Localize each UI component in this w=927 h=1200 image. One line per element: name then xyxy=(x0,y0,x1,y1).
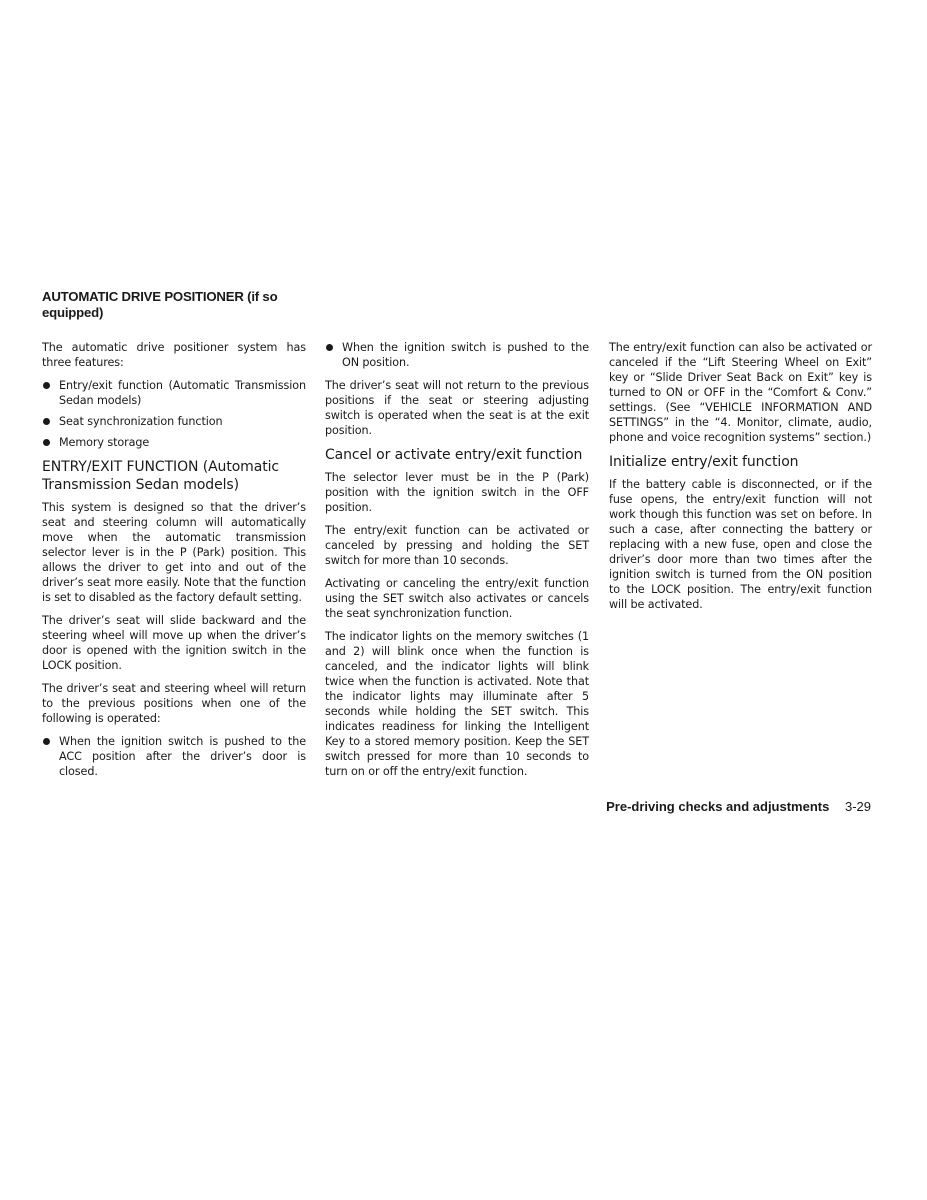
paragraph: If the battery cable is disconnected, or if the fuse opens, the entry/exit function will not work though this function was set on before. In such a case, after connecting the battery or replacing with a new fuse, open and close the driver’s door more than two times after the ignition switch is turned from the ON position to the LOCK position. The entry/exit function will be activated. xyxy=(609,478,872,611)
list-item xyxy=(42,734,306,779)
return-conditions-list-continued xyxy=(325,340,589,370)
list-item-text: Memory storage xyxy=(59,436,150,449)
list-item-text: Entry/exit function (Automatic Transmission Sedan models) xyxy=(59,379,306,407)
list-item xyxy=(42,414,306,429)
bullet-icon xyxy=(326,344,333,351)
column-3 xyxy=(609,340,872,620)
section-heading: AUTOMATIC DRIVE POSITIONER (if so equipped) xyxy=(42,289,278,320)
paragraph: The driver’s seat will slide backward and the steering wheel will move up when the driver’s door is opened with the ignition switch in the LOCK position. xyxy=(42,614,306,672)
column-1 xyxy=(42,340,306,787)
list-item-text: When the ignition switch is pushed to the ACC position after the driver’s door is closed. xyxy=(59,735,306,778)
bullet-icon xyxy=(43,418,50,425)
page-footer xyxy=(606,799,871,815)
cancel-activate-subheading: Cancel or activate entry/exit function xyxy=(325,447,583,463)
list-item xyxy=(42,378,306,408)
paragraph: The indicator lights on the memory switches (1 and 2) will blink once when the function is canceled, and the indicator lights will blink twice when the function is activated. Note that the indicator lights may illuminate after 5 seconds while holding the SET switch. This indicates readiness for linking the Intelligent Key to a stored memory position. Keep the SET switch pressed for more than 10 seconds to turn on or off the entry/exit function. xyxy=(325,630,589,778)
paragraph: Activating or canceling the entry/exit function using the SET switch also activates or cancels the seat synchronization function. xyxy=(325,577,589,620)
column-2 xyxy=(325,340,589,787)
paragraph: The entry/exit function can also be activated or canceled if the “Lift Steering Wheel on Exit” key or “Slide Driver Seat Back on Exit” key is turned to ON or OFF in the “Comfort & Conv.” settings. (See “VEHICLE INFORMATION AND SETTINGS” in the “4. Monitor, climate, audio, phone and voice recognition systems” section.) xyxy=(609,341,872,444)
entry-exit-subheading: ENTRY/EXIT FUNCTION (Automatic Transmission Sedan models) xyxy=(42,459,279,493)
intro-paragraph: The automatic drive positioner system has three features: xyxy=(42,341,306,369)
list-item-text: Seat synchronization function xyxy=(59,415,223,428)
list-item xyxy=(325,340,589,370)
bullet-icon xyxy=(43,382,50,389)
footer-section-name: Pre-driving checks and adjustments xyxy=(606,799,830,814)
paragraph: The driver’s seat will not return to the previous positions if the seat or steering adjusting switch is operated when the seat is at the exit position. xyxy=(325,379,589,437)
paragraph: The driver’s seat and steering wheel will return to the previous positions when one of the following is operated: xyxy=(42,682,306,725)
list-item xyxy=(42,435,306,450)
list-item-text: When the ignition switch is pushed to the ON position. xyxy=(342,341,589,369)
return-conditions-list xyxy=(42,734,306,779)
paragraph: This system is designed so that the driver’s seat and steering column will automatically move when the automatic transmission selector lever is in the P (Park) position. This allows the driver to get into and out of the driver’s seat more easily. Note that the function is set to disabled as the factory default setting. xyxy=(42,501,306,604)
features-list xyxy=(42,378,306,450)
paragraph: The selector lever must be in the P (Park) position with the ignition switch in the OFF position. xyxy=(325,471,589,514)
paragraph: The entry/exit function can be activated or canceled by pressing and holding the SET switch for more than 10 seconds. xyxy=(325,524,589,567)
bullet-icon xyxy=(43,738,50,745)
bullet-icon xyxy=(43,439,50,446)
initialize-subheading: Initialize entry/exit function xyxy=(609,454,799,470)
page-number: 3-29 xyxy=(844,799,871,814)
